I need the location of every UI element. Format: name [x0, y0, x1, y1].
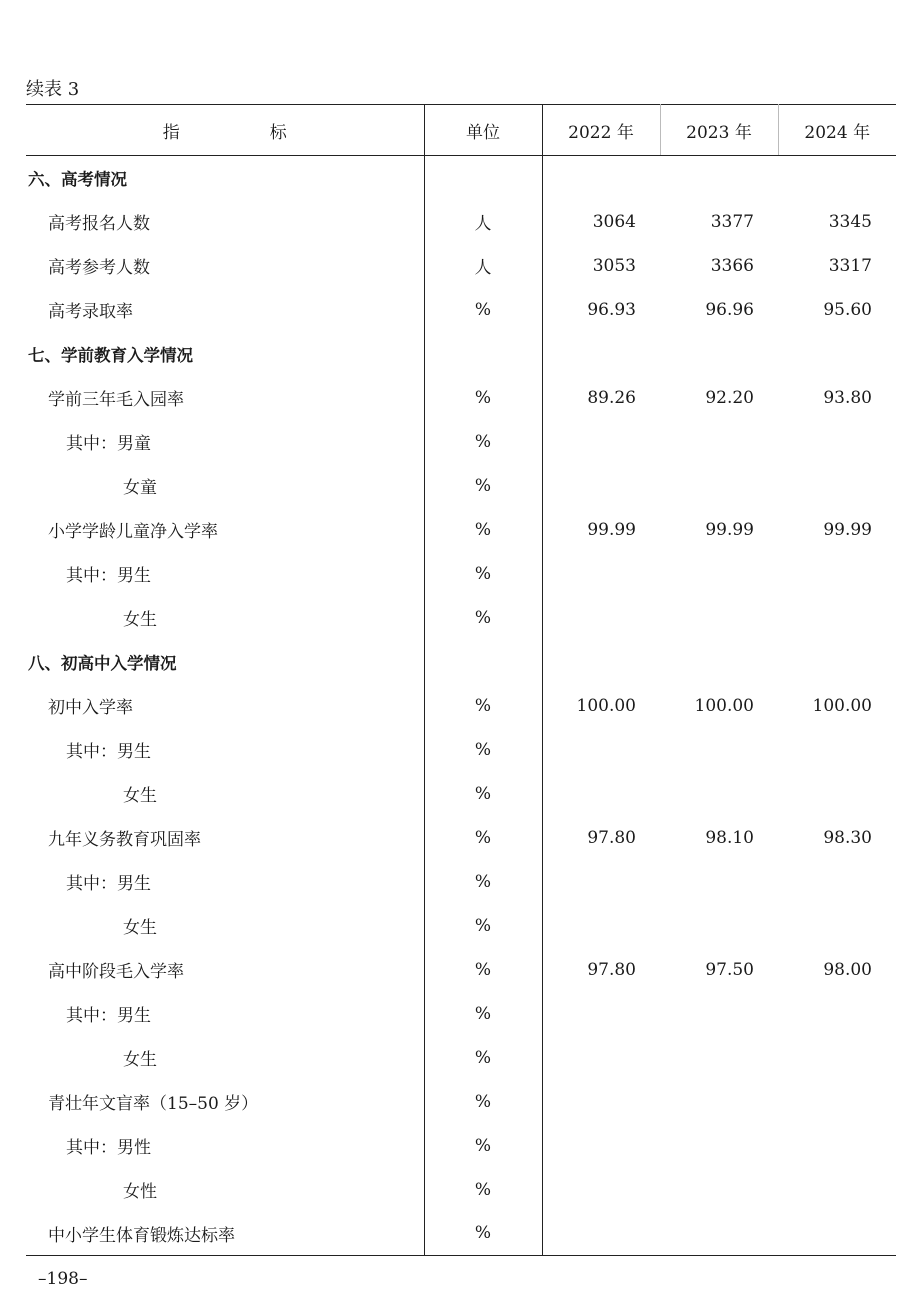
value-2024: 3317	[828, 255, 872, 276]
value-2022: 100.00	[576, 695, 636, 716]
value-2022: 3053	[592, 255, 636, 276]
value-2023	[660, 640, 778, 684]
indicator-label: 女生	[26, 596, 424, 640]
value-2022	[542, 552, 660, 596]
unit-cell: %	[424, 552, 542, 596]
value-2022	[542, 1036, 660, 1080]
section-heading: 六、高考情况	[26, 156, 424, 200]
table-row	[26, 684, 896, 728]
unit-cell: %	[424, 684, 542, 728]
table-row	[26, 156, 896, 200]
value-2022	[542, 772, 660, 816]
value-2024: 100.00	[812, 695, 872, 716]
value-2024: 95.60	[823, 299, 872, 320]
unit-cell	[424, 156, 542, 200]
value-2023	[660, 420, 778, 464]
value-2022	[542, 1124, 660, 1168]
indicator-label: 高考参考人数	[26, 244, 424, 288]
indicator-label: 初中入学率	[26, 684, 424, 728]
table-row	[26, 508, 896, 552]
table-row	[26, 332, 896, 376]
table-caption: 续表 3	[26, 79, 80, 100]
section-heading: 八、初高中入学情况	[26, 640, 424, 684]
value-2023	[660, 1212, 778, 1256]
header-year-2022: 2022 年	[542, 105, 660, 156]
unit-cell: %	[424, 1080, 542, 1124]
header-indicator-char-1: 指	[162, 122, 180, 143]
indicator-label: 高考录取率	[26, 288, 424, 332]
value-2024: 99.99	[823, 519, 872, 540]
table-row	[26, 904, 896, 948]
value-2022	[542, 596, 660, 640]
table-row	[26, 552, 896, 596]
table-row	[26, 596, 896, 640]
unit-cell: %	[424, 772, 542, 816]
value-2022: 96.93	[587, 299, 636, 320]
table-row	[26, 1168, 896, 1212]
table-row	[26, 288, 896, 332]
unit-cell: %	[424, 508, 542, 552]
value-2024	[778, 332, 896, 376]
value-2022	[542, 1168, 660, 1212]
indicator-label: 高中阶段毛入学率	[26, 948, 424, 992]
table-row	[26, 640, 896, 684]
unit-cell: 人	[424, 200, 542, 244]
value-2023	[660, 596, 778, 640]
unit-cell: %	[424, 596, 542, 640]
value-2024	[778, 156, 896, 200]
unit-cell: %	[424, 1212, 542, 1256]
table-body	[26, 156, 896, 1256]
indicator-label: 女童	[26, 464, 424, 508]
indicator-label: 其中：男生	[26, 552, 424, 596]
unit-cell: %	[424, 420, 542, 464]
unit-cell	[424, 640, 542, 684]
table-row	[26, 1124, 896, 1168]
indicator-label: 中小学生体育锻炼达标率	[26, 1212, 424, 1256]
value-2024	[778, 772, 896, 816]
value-2024	[778, 464, 896, 508]
table-row	[26, 244, 896, 288]
header-unit: 单位	[424, 105, 542, 156]
value-2023	[660, 728, 778, 772]
value-2022	[542, 156, 660, 200]
table-header-row	[26, 105, 896, 156]
value-2023	[660, 1036, 778, 1080]
header-indicator-char-2: 标	[269, 122, 287, 143]
indicator-label: 其中：男生	[26, 728, 424, 772]
indicator-label: 女生	[26, 1036, 424, 1080]
value-2024	[778, 420, 896, 464]
value-2024	[778, 552, 896, 596]
value-2023: 99.99	[705, 519, 754, 540]
statistics-table	[26, 104, 896, 1256]
indicator-label: 其中：男童	[26, 420, 424, 464]
value-2024	[778, 640, 896, 684]
value-2023	[660, 992, 778, 1036]
table-row	[26, 948, 896, 992]
value-2023: 98.10	[705, 827, 754, 848]
unit-cell: %	[424, 1036, 542, 1080]
indicator-label: 青壮年文盲率（15–50 岁）	[26, 1080, 424, 1124]
value-2024	[778, 860, 896, 904]
unit-cell: %	[424, 860, 542, 904]
header-year-2023: 2023 年	[660, 105, 778, 156]
value-2022: 89.26	[587, 387, 636, 408]
table-row	[26, 464, 896, 508]
indicator-label: 学前三年毛入园率	[26, 376, 424, 420]
value-2024	[778, 728, 896, 772]
indicator-label: 其中：男生	[26, 860, 424, 904]
value-2022	[542, 640, 660, 684]
table-row	[26, 1080, 896, 1124]
indicator-label: 女生	[26, 904, 424, 948]
value-2023	[660, 1168, 778, 1212]
value-2022	[542, 1080, 660, 1124]
value-2024	[778, 596, 896, 640]
table-row	[26, 728, 896, 772]
value-2023	[660, 1080, 778, 1124]
value-2023	[660, 904, 778, 948]
value-2022	[542, 464, 660, 508]
value-2022	[542, 992, 660, 1036]
value-2022	[542, 420, 660, 464]
indicator-label: 女生	[26, 772, 424, 816]
value-2022	[542, 1212, 660, 1256]
unit-cell: %	[424, 464, 542, 508]
section-heading: 七、学前教育入学情况	[26, 332, 424, 376]
value-2023	[660, 860, 778, 904]
table-row	[26, 376, 896, 420]
table-row	[26, 772, 896, 816]
value-2023: 100.00	[694, 695, 754, 716]
value-2023: 3377	[710, 211, 754, 232]
unit-cell: 人	[424, 244, 542, 288]
unit-cell: %	[424, 948, 542, 992]
table-row	[26, 420, 896, 464]
value-2023: 96.96	[705, 299, 754, 320]
unit-cell: %	[424, 728, 542, 772]
indicator-label: 女性	[26, 1168, 424, 1212]
value-2024	[778, 904, 896, 948]
table-row	[26, 992, 896, 1036]
indicator-label: 其中：男性	[26, 1124, 424, 1168]
table-row	[26, 860, 896, 904]
value-2023	[660, 156, 778, 200]
unit-cell: %	[424, 288, 542, 332]
value-2023: 97.50	[705, 959, 754, 980]
header-indicator	[26, 105, 424, 156]
page-number: –198–	[38, 1269, 88, 1289]
value-2022: 3064	[592, 211, 636, 232]
value-2022: 99.99	[587, 519, 636, 540]
unit-cell: %	[424, 1124, 542, 1168]
value-2022: 97.80	[587, 827, 636, 848]
indicator-label: 高考报名人数	[26, 200, 424, 244]
unit-cell	[424, 332, 542, 376]
value-2022	[542, 904, 660, 948]
unit-cell: %	[424, 1168, 542, 1212]
unit-cell: %	[424, 904, 542, 948]
value-2024	[778, 1124, 896, 1168]
value-2024	[778, 1036, 896, 1080]
value-2024	[778, 1080, 896, 1124]
value-2022	[542, 728, 660, 772]
unit-cell: %	[424, 992, 542, 1036]
value-2023	[660, 464, 778, 508]
value-2024	[778, 1168, 896, 1212]
unit-cell: %	[424, 816, 542, 860]
value-2022: 97.80	[587, 959, 636, 980]
header-year-2024: 2024 年	[778, 105, 896, 156]
indicator-label: 九年义务教育巩固率	[26, 816, 424, 860]
indicator-label: 小学学龄儿童净入学率	[26, 508, 424, 552]
value-2024: 3345	[828, 211, 872, 232]
unit-cell: %	[424, 376, 542, 420]
value-2023	[660, 332, 778, 376]
value-2023	[660, 552, 778, 596]
value-2023: 3366	[710, 255, 754, 276]
value-2022	[542, 860, 660, 904]
value-2023: 92.20	[705, 387, 754, 408]
table-row	[26, 816, 896, 860]
value-2022	[542, 332, 660, 376]
table-row	[26, 1212, 896, 1256]
table-row	[26, 1036, 896, 1080]
value-2024: 98.30	[823, 827, 872, 848]
value-2024	[778, 1212, 896, 1256]
value-2024	[778, 992, 896, 1036]
value-2023	[660, 1124, 778, 1168]
value-2024: 93.80	[823, 387, 872, 408]
table-row	[26, 200, 896, 244]
indicator-label: 其中：男生	[26, 992, 424, 1036]
value-2024: 98.00	[823, 959, 872, 980]
value-2023	[660, 772, 778, 816]
